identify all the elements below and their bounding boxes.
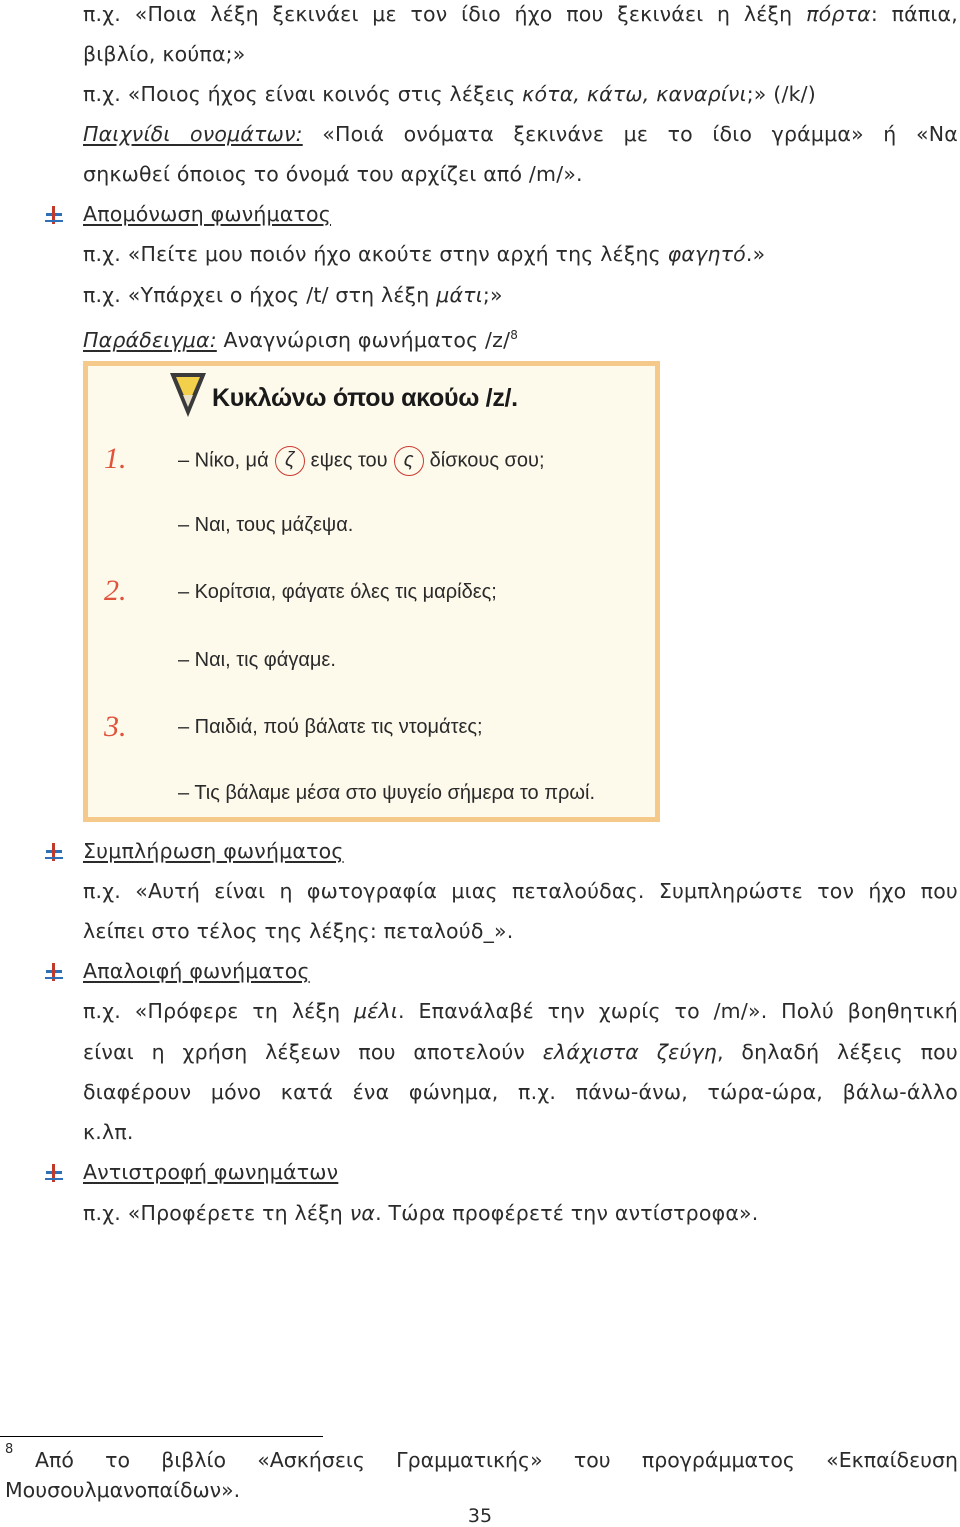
dialogue-line: – Κορίτσια, φάγατε όλες τις μαρίδες; bbox=[178, 581, 497, 603]
italic-word: να bbox=[349, 1201, 376, 1225]
pushpin-bullet-icon bbox=[44, 962, 64, 982]
text: – Νίκο, μά bbox=[178, 449, 269, 472]
text: , δηλαδή λέξεις που bbox=[716, 1040, 958, 1064]
footnote-line-1: Από το βιβλίο «Ασκήσεις Γραμματικής» του προγράμματος «Εκπαίδευση bbox=[35, 1448, 958, 1472]
dialogue-line: – Ναι, τους μάζεψα. bbox=[178, 514, 354, 536]
text: .» bbox=[745, 242, 766, 266]
heading-phoneme-reversal: Αντιστροφή φωνημάτων bbox=[83, 1160, 339, 1184]
pushpin-bullet-icon bbox=[44, 1163, 64, 1183]
exercise-figure bbox=[83, 361, 660, 822]
text: Αναγνώριση φωνήματος /z/ bbox=[216, 327, 511, 352]
heading-phoneme-isolation: Απομόνωση φωνήματος bbox=[83, 202, 332, 226]
footnote-divider bbox=[0, 1436, 323, 1437]
italic-word: μάτι bbox=[436, 283, 483, 307]
label-names-game: Παιχνίδι ονομάτων: bbox=[83, 122, 303, 146]
text: εψες του bbox=[310, 449, 388, 472]
text: : πάπια, bbox=[870, 2, 958, 26]
text-line-4 bbox=[83, 120, 958, 148]
text: ;» (/k/) bbox=[746, 82, 816, 106]
text-line-17: κ.λπ. bbox=[83, 1120, 134, 1144]
dialogue-line: – Παιδιά, πού βάλατε τις ντομάτες; bbox=[178, 716, 483, 738]
pushpin-bullet-icon bbox=[44, 842, 64, 862]
text-line-11: π.χ. «Αυτή είναι η φωτογραφία μιας πεταλούδας. Συμπληρώστε τον ήχο που bbox=[83, 879, 958, 903]
footnote-line-2: Μουσουλμανοπαίδων». bbox=[5, 1478, 241, 1502]
italic-words: ελάχιστα ζεύγη bbox=[542, 1040, 717, 1064]
page-number: 35 bbox=[467, 1505, 493, 1527]
text-line-2 bbox=[83, 40, 958, 68]
dialogue-line: – Τις βάλαμε μέσα στο ψυγείο σήμερα το πρωί. bbox=[178, 782, 596, 804]
figure-title: Κυκλώνω όπου ακούω /z/. bbox=[212, 384, 518, 412]
text: «Ποιά ονόματα ξεκινάνε με το ίδιο γράμμα» ή «Να bbox=[302, 122, 958, 146]
text: π.χ. «Πείτε μου ποιόν ήχο ακούτε στην αρχή της λέξης bbox=[83, 242, 668, 266]
text-line-1 bbox=[83, 0, 958, 28]
item-number: 3. bbox=[104, 710, 127, 743]
text: π.χ. «Ποια λέξη ξεκινάει με τον ίδιο ήχο που ξεκινάει η λέξη bbox=[83, 2, 807, 26]
text: π.χ. «Ποιος ήχος είναι κοινός στις λέξεις bbox=[83, 82, 523, 106]
heading-phoneme-completion: Συμπλήρωση φωνήματος bbox=[83, 839, 344, 863]
text: είναι η χρήση λέξεων που αποτελούν bbox=[83, 1040, 543, 1064]
text: δίσκους σου; bbox=[429, 449, 545, 472]
circled-letter: ζ bbox=[275, 446, 305, 476]
text: ;» bbox=[482, 283, 503, 307]
pushpin-bullet-icon bbox=[44, 205, 64, 225]
text: βιβλίο, κούπα;» bbox=[83, 42, 246, 66]
text-line-5 bbox=[83, 160, 958, 188]
text-line-19 bbox=[83, 1199, 958, 1227]
footnote-ref: 8 bbox=[510, 328, 519, 342]
text-line-3 bbox=[83, 80, 958, 108]
italic-word: μέλι bbox=[354, 999, 399, 1023]
dialogue-line bbox=[178, 446, 545, 476]
label-example: Παράδειγμα: bbox=[83, 327, 217, 352]
text: π.χ. «Υπάρχει ο ήχος /t/ στη λέξη bbox=[83, 283, 437, 307]
text-line-7 bbox=[83, 240, 958, 268]
text-line-15 bbox=[83, 1038, 958, 1066]
dialogue-line: – Ναι, τις φάγαμε. bbox=[178, 649, 336, 671]
text: . Τώρα προφέρετέ την αντίστροφα». bbox=[375, 1201, 759, 1225]
text: π.χ. «Πρόφερε τη λέξη bbox=[83, 999, 355, 1023]
text-line-12: λείπει στο τέλος της λέξης: πεταλούδ_». bbox=[83, 919, 514, 943]
text-line-16: διαφέρουν μόνο κατά ένα φώνημα, π.χ. πάνω-άνω, τώρα-ώρα, βάλω-άλλο bbox=[83, 1080, 958, 1104]
text-line-14 bbox=[83, 997, 958, 1025]
item-number: 1. bbox=[104, 442, 127, 475]
text: σηκωθεί όποιος το όνομά του αρχίζει από /m/». bbox=[83, 162, 583, 186]
pencil-icon bbox=[168, 371, 208, 421]
text: . Επανάλαβέ την χωρίς το /m/». Πολύ βοηθητική bbox=[398, 999, 958, 1023]
italic-word: πόρτα bbox=[806, 2, 871, 26]
text-line-8 bbox=[83, 281, 958, 309]
item-number: 2. bbox=[104, 574, 127, 607]
italic-word: φαγητό bbox=[667, 242, 746, 266]
footnote-number: 8 bbox=[5, 1442, 14, 1457]
text: π.χ. «Προφέρετε τη λέξη bbox=[83, 1201, 350, 1225]
italic-words: κότα, κάτω, καναρίνι bbox=[522, 82, 747, 106]
heading-phoneme-deletion: Απαλοιφή φωνήματος bbox=[83, 959, 310, 983]
text-line-9 bbox=[83, 321, 958, 354]
circled-letter: ς bbox=[394, 446, 424, 476]
